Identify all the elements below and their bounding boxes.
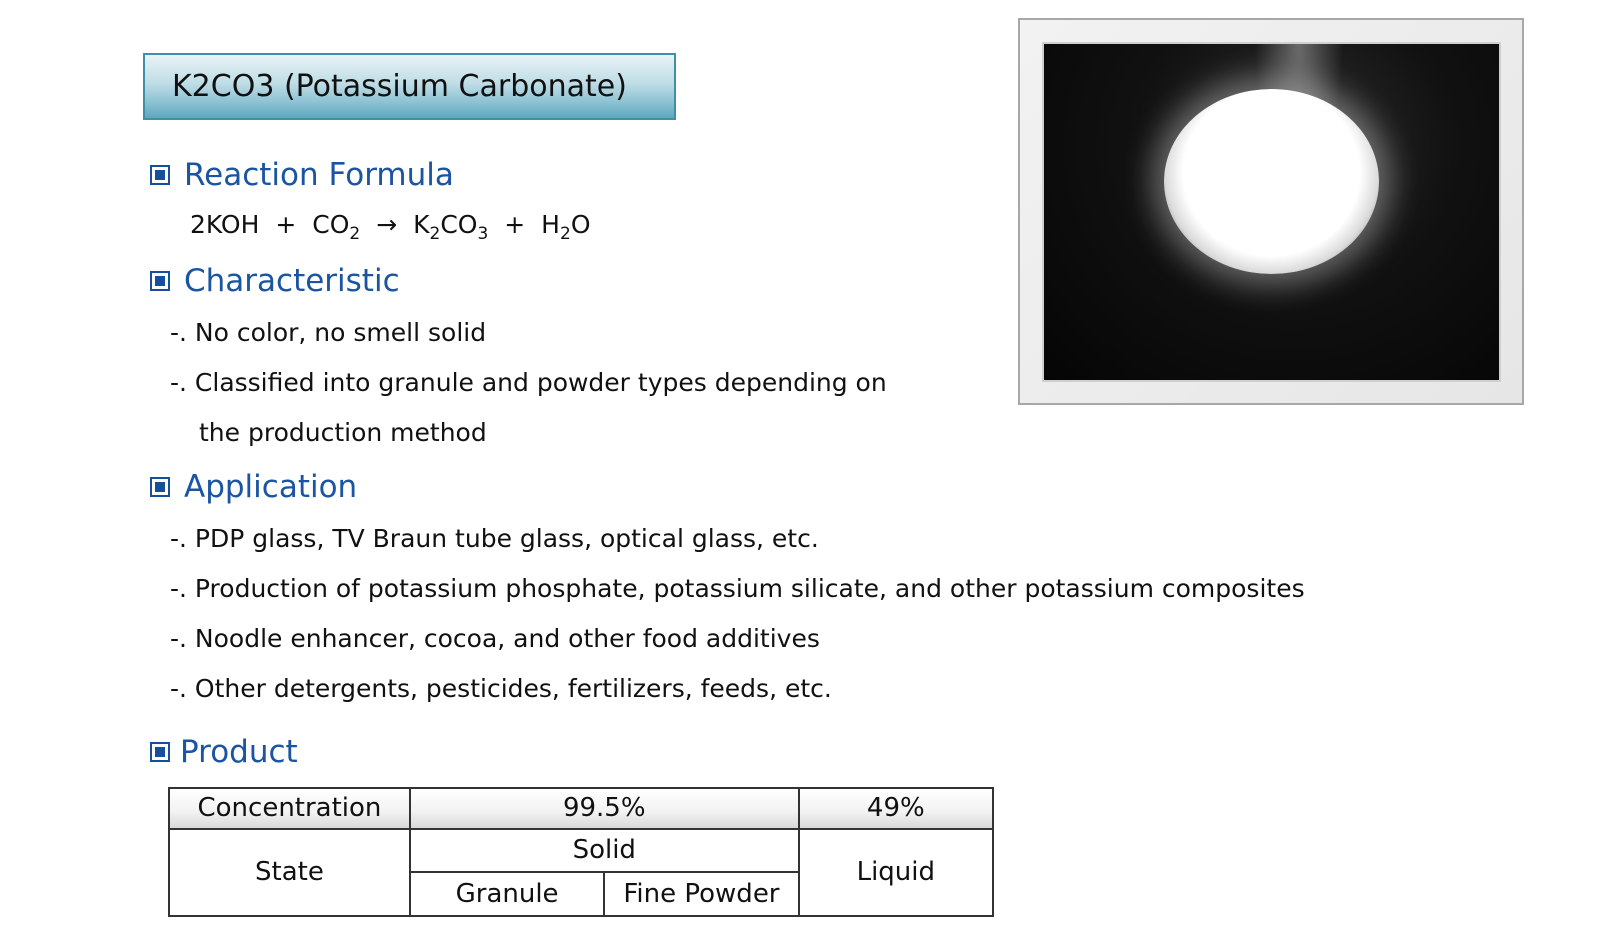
- formula-arrow: →: [376, 210, 398, 239]
- application-item: -. Other detergents, pesticides, fertilizers, feeds, etc.: [170, 674, 832, 703]
- section-heading-product: Product: [180, 734, 298, 770]
- square-bullet-icon: [150, 165, 170, 185]
- section-application: [150, 469, 357, 505]
- section-heading-application: Application: [184, 469, 358, 505]
- granule-cell: Granule: [410, 872, 604, 916]
- formula-sub: 2: [559, 224, 571, 244]
- fine-powder-cell: Fine Powder: [604, 872, 798, 916]
- application-item: -. Production of potassium phosphate, potassium silicate, and other potassium composites: [170, 574, 1305, 603]
- characteristic-item: -. Classified into granule and powder types depending on: [170, 368, 887, 397]
- formula-reactant-1: 2KOH: [190, 210, 260, 239]
- state-label-cell: State: [169, 829, 410, 916]
- white-powder-pile: [1164, 89, 1379, 274]
- characteristic-item-continuation: the production method: [199, 418, 487, 447]
- reaction-formula: [190, 210, 591, 244]
- formula-plus: +: [275, 210, 297, 239]
- table-row: [169, 829, 993, 873]
- formula-product-1b: CO: [440, 210, 478, 239]
- application-item: -. PDP glass, TV Braun tube glass, optical glass, etc.: [170, 524, 819, 553]
- product-table: [168, 787, 994, 917]
- formula-product-2b: O: [570, 210, 591, 239]
- section-heading-characteristic: Characteristic: [184, 263, 400, 299]
- application-item: -. Noodle enhancer, cocoa, and other food additives: [170, 624, 820, 653]
- concentration-solid-cell: 99.5%: [410, 788, 799, 829]
- solid-cell: Solid: [410, 829, 799, 873]
- section-product: [150, 734, 298, 770]
- formula-product-1a: K: [413, 210, 430, 239]
- formula-sub: 2: [429, 224, 441, 244]
- formula-plus: +: [504, 210, 526, 239]
- square-bullet-icon: [150, 271, 170, 291]
- square-bullet-icon: [150, 742, 170, 762]
- section-heading-reaction: Reaction Formula: [184, 157, 454, 193]
- square-bullet-icon: [150, 477, 170, 497]
- product-photo-frame: [1018, 18, 1524, 405]
- liquid-cell: Liquid: [799, 829, 993, 916]
- title-banner: [143, 53, 676, 120]
- concentration-label-cell: Concentration: [169, 788, 410, 829]
- formula-sub: 2: [349, 224, 361, 244]
- characteristic-item: -. No color, no smell solid: [170, 318, 487, 347]
- concentration-liquid-cell: 49%: [799, 788, 993, 829]
- formula-reactant-2: CO: [312, 210, 350, 239]
- potassium-carbonate-photo: [1042, 42, 1501, 382]
- section-characteristic: [150, 263, 400, 299]
- formula-product-2a: H: [541, 210, 560, 239]
- section-reaction: [150, 157, 454, 193]
- table-row: [169, 788, 993, 829]
- formula-sub: 3: [477, 224, 489, 244]
- page-title: K2CO3 (Potassium Carbonate): [172, 69, 627, 104]
